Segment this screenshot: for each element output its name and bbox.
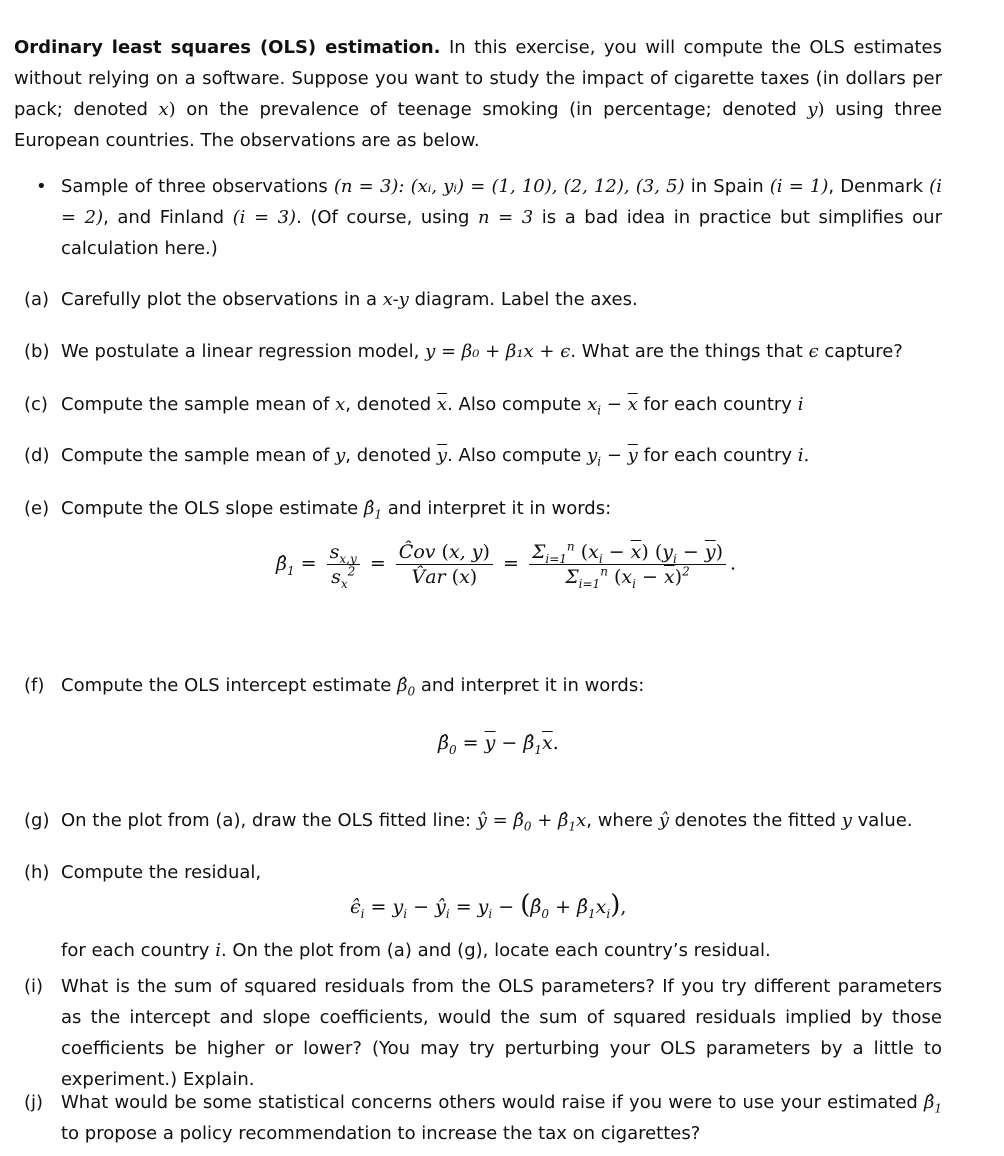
- math-i: i: [797, 394, 804, 415]
- question-d-text-4: for each country: [643, 445, 793, 466]
- question-c-text-4: for each country: [643, 394, 792, 415]
- question-j-text-2: to propose a policy recommendation to increase the tax on cigarettes?: [61, 1123, 701, 1144]
- math-beta0-hat: $\betâ_0$: [397, 675, 416, 699]
- math-y-hat: ŷ: [658, 810, 669, 831]
- question-b-label: (b): [24, 341, 50, 362]
- math-x-bar: $\overline{x}$: [436, 394, 448, 415]
- intro-text-3: using three European countries. The observations are as below.: [14, 99, 942, 151]
- math-x: x: [335, 394, 346, 415]
- question-e-text-1: Compute the OLS slope estimate: [61, 498, 359, 519]
- question-b-text-2: . What are the things that: [570, 341, 803, 362]
- question-e: [24, 493, 942, 524]
- intro-title: Ordinary least squares (OLS) estimation.: [14, 37, 441, 58]
- question-j: [24, 1087, 942, 1149]
- question-e-text-2: and interpret it in words:: [387, 498, 612, 519]
- math-y: y: [807, 99, 818, 120]
- math-i: i: [215, 940, 221, 961]
- bullet-dot-icon: •: [36, 176, 47, 197]
- question-i-text: What is the sum of squared residuals from the OLS parameters? If you try different parameters as the intercept and slope coefficients, would the sum of squared residuals implied by those coefficients be higher or lower? (You may try perturbing your OLS parameters by a little to experiment.) Explain.: [61, 976, 942, 1090]
- bullet-text-1: Sample of three observations: [61, 176, 328, 197]
- question-i: [24, 971, 942, 1095]
- math-beta1-hat: $\betâ_1$: [923, 1092, 942, 1116]
- intro-paragraph: Ordinary least squares (OLS) estimation. In this exercise, you will compute the OLS estimates without relying on a software. Suppose you want to study the impact of cigarette taxes (in dollars per pack; denoted x) on the prevalence of teenage smoking (in percentage; denoted y) using three European countries. The observations are as below.: [14, 37, 943, 151]
- question-c-text-3: . Also compute: [447, 394, 582, 415]
- bullet-text-4: , and Finland: [103, 207, 225, 228]
- math-y: y: [335, 445, 346, 466]
- finland-index: (i = 3): [232, 207, 297, 228]
- question-f-text-1: Compute the OLS intercept estimate: [61, 675, 392, 696]
- intro-text-2: on the prevalence of teenage smoking (in percentage; denoted: [186, 99, 797, 120]
- question-c: [24, 389, 942, 420]
- denmark-index: (i = 2): [61, 176, 942, 228]
- residual-formula: $\epsilon̂_i = y_i$ − $ŷ_i = y_i$ − ($\betâ_0$ + $\betâ_1x_i$),: [350, 890, 627, 921]
- question-h-text-1: Compute the residual,: [61, 862, 262, 883]
- bullet-text-3: , Denmark: [828, 176, 924, 197]
- math-i: i.: [797, 445, 810, 466]
- question-j-text-1: What would be some statistical concerns others would raise if you were to use your estimated: [61, 1092, 918, 1113]
- question-g-text-1: On the plot from (a), draw the OLS fitted line:: [61, 810, 472, 831]
- question-a-text-1: Carefully plot the observations in a: [61, 289, 377, 310]
- math-x-deviation: $x_i - \overline{x}$: [587, 394, 638, 418]
- math-beta1-hat: $\betâ_1$: [363, 498, 383, 522]
- question-d-label: (d): [24, 445, 50, 466]
- bullet-text-5: . (Of course, using: [296, 207, 470, 228]
- fitted-line-math: ŷ = $\betâ_0$ + $\betâ_1x$: [476, 810, 587, 834]
- question-a-math: x-y: [382, 289, 409, 310]
- observations-bullet: [36, 171, 942, 264]
- question-a-label: (a): [24, 289, 50, 310]
- question-b-epsilon: ϵ: [808, 341, 819, 362]
- question-h-label: (h): [24, 862, 50, 883]
- question-c-text-1: Compute the sample mean of: [61, 394, 330, 415]
- question-f: [24, 670, 942, 701]
- intro-text-1: In this exercise, you will compute the OLS estimates without relying on a software. Suppose you want to study the impact of cigarette taxes (in dollars per pack; denoted: [14, 37, 943, 120]
- question-d-text-1: Compute the sample mean of: [61, 445, 330, 466]
- question-g-text-3: denotes the fitted: [674, 810, 837, 831]
- question-h: [24, 857, 942, 888]
- question-g: [24, 805, 942, 836]
- question-b-text-3: capture?: [824, 341, 903, 362]
- question-c-label: (c): [24, 394, 48, 415]
- math-y-deviation: $y_i - \overline{y}$: [587, 445, 638, 469]
- question-g-label: (g): [24, 810, 50, 831]
- spain-index: (i = 1): [769, 176, 829, 197]
- question-f-text-2: and interpret it in words:: [420, 675, 645, 696]
- question-c-text-2: , denoted: [345, 394, 432, 415]
- question-g-text-2: , where: [586, 810, 653, 831]
- question-d-text-3: . Also compute: [447, 445, 582, 466]
- question-j-label: (j): [24, 1092, 44, 1113]
- question-d-text-2: , denoted: [345, 445, 432, 466]
- bullet-text-2: in Spain: [690, 176, 764, 197]
- math-x: x: [158, 99, 169, 120]
- question-e-label: (e): [24, 498, 50, 519]
- question-i-label: (i): [24, 976, 44, 997]
- math-y: y: [841, 810, 852, 831]
- question-b-text-1: We postulate a linear regression model,: [61, 341, 420, 362]
- question-g-text-4: value.: [857, 810, 913, 831]
- question-a-text-2: diagram. Label the axes.: [414, 289, 638, 310]
- question-h-continued: [24, 935, 942, 966]
- question-a: [24, 284, 942, 315]
- observations-math: (n = 3): (xᵢ, yᵢ) = (1, 10), (2, 12), (3, 5): [333, 176, 685, 197]
- math-y-bar: $\overline{y}$: [436, 445, 448, 466]
- question-h-text-3: . On the plot from (a) and (g), locate each country’s residual.: [220, 940, 771, 961]
- slope-formula: $\betâ_1$ = $\frac{s_{x,y}}{s_x^2}$ = $\frac{\text{Ĉov (x, y)}}{V̂ar (x)}$ = $\frac{\Sigma_{i=1}^n (x_i - \overline{x}) (y_i - \overline{y})}{\Sigma_{i=1}^n (x_i - \overline{x})^2}$ .: [276, 539, 737, 591]
- question-b: [24, 336, 942, 367]
- question-b-model-math: y = β₀ + β₁x + ϵ: [425, 341, 571, 362]
- question-f-label: (f): [24, 675, 45, 696]
- bullet-text-6: is a bad idea in practice but simplifies our calculation here.): [61, 207, 942, 259]
- question-h-text-2: for each country: [61, 940, 210, 961]
- n-equals-3: n = 3: [478, 207, 534, 228]
- intercept-formula: $\betâ_0 = \overline{y}$ − $\betâ_1\overline{x}$.: [438, 732, 559, 757]
- question-d: [24, 440, 942, 471]
